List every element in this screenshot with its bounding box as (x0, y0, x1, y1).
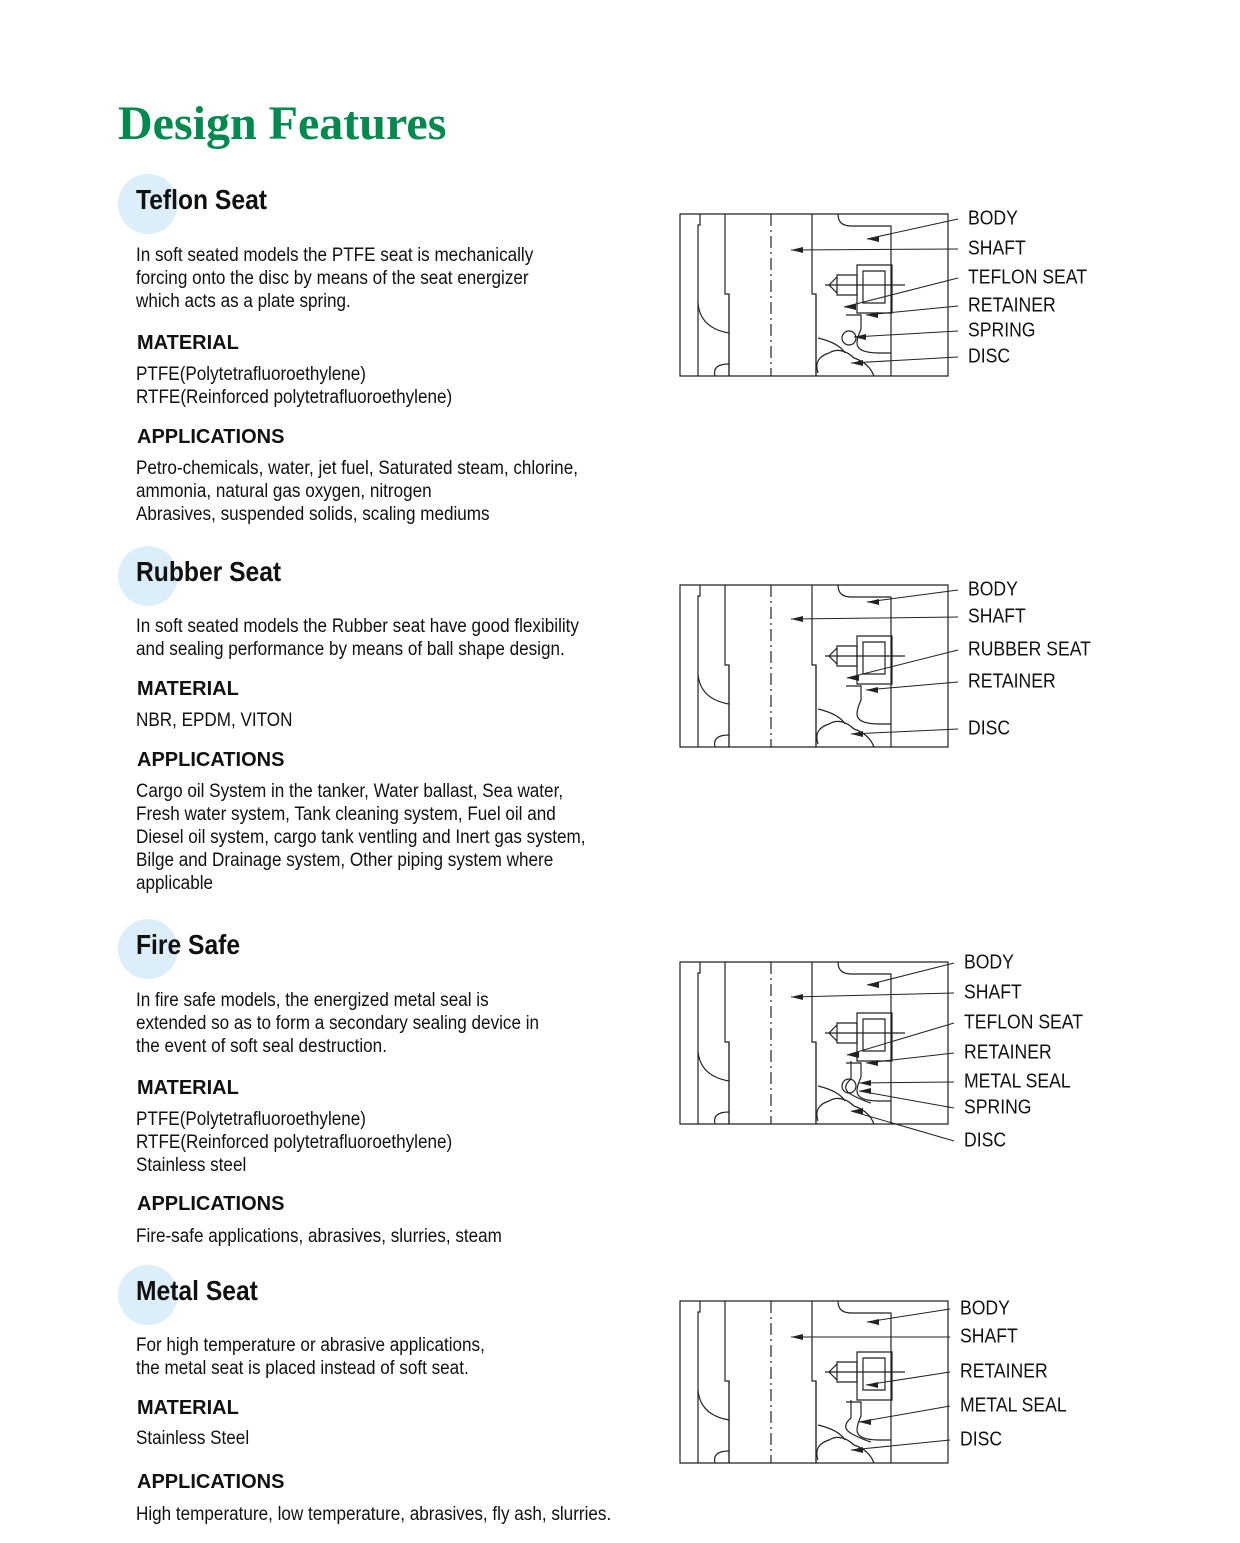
arrowhead (867, 236, 879, 242)
leader-line (867, 1309, 950, 1322)
seat (846, 686, 891, 724)
seat (846, 315, 891, 353)
leader-line (851, 1111, 954, 1141)
applications-line: applicable (136, 873, 214, 894)
section-heading: Teflon Seat (136, 184, 267, 215)
arrowhead (859, 1088, 871, 1094)
arrowhead (791, 1334, 803, 1340)
arrowhead (791, 616, 803, 622)
description-line: the event of soft seal destruction. (136, 1036, 387, 1057)
diagram-label: SHAFT (964, 981, 1022, 1004)
arrowhead (851, 731, 863, 737)
description-line: In fire safe models, the energized metal seal is (136, 990, 489, 1011)
body-lower (715, 364, 729, 376)
retainer-bolt (857, 265, 892, 313)
applications-line: Bilge and Drainage system, Other piping system where (136, 850, 554, 871)
bolt (825, 1362, 905, 1382)
disc-edge (817, 721, 874, 747)
material-heading: MATERIAL (137, 678, 239, 700)
material-line: Stainless Steel (136, 1428, 250, 1449)
body-outline (680, 1301, 948, 1463)
leader-line (867, 219, 958, 239)
spring-circle (842, 331, 856, 345)
bolt (825, 1023, 905, 1043)
applications-line: Petro-chemicals, water, jet fuel, Saturated steam, chlorine, (136, 458, 578, 479)
seat-cross-section-diagram (679, 1300, 979, 1500)
arrowhead (851, 1447, 863, 1453)
material-line: RTFE(Reinforced polytetrafluoroethylene) (136, 387, 453, 408)
arrowhead (844, 304, 856, 310)
leader-line (791, 993, 954, 997)
description-line: In soft seated models the Rubber seat have good flexibility (136, 616, 579, 637)
body-lower (715, 1451, 729, 1463)
description-line: extended so as to form a secondary sealing device in (136, 1013, 540, 1034)
material-line: NBR, EPDM, VITON (136, 710, 293, 731)
leader-line (859, 1082, 954, 1083)
applications-heading: APPLICATIONS (137, 1471, 285, 1493)
description-line: forcing onto the disc by means of the seat energizer (136, 268, 529, 289)
arrowhead (859, 1419, 871, 1425)
retainer-bolt (857, 1352, 892, 1400)
body-left-wall (698, 1301, 700, 1463)
diagram-label: DISC (968, 717, 1011, 740)
page-title: Design Features (118, 97, 447, 150)
seat-cross-section-diagram (679, 584, 979, 784)
diagram-label: SPRING (968, 319, 1036, 342)
arrowhead (867, 599, 879, 605)
body-left-wall (698, 214, 700, 376)
material-heading: MATERIAL (137, 1397, 239, 1419)
applications-line: Fire-safe applications, abrasives, slurries, steam (136, 1226, 502, 1247)
diagram-label: DISC (960, 1428, 1003, 1451)
diagram-label: BODY (964, 951, 1014, 974)
arrowhead (859, 1080, 871, 1086)
body-left-wall (698, 962, 700, 1124)
leader-line (859, 1091, 954, 1108)
description-line: and sealing performance by means of ball shape design. (136, 639, 565, 660)
body-outline (680, 214, 948, 376)
material-line: PTFE(Polytetrafluoroethylene) (136, 1109, 367, 1130)
bolt (825, 646, 905, 666)
leader-line (867, 590, 958, 602)
diagram-label: METAL SEAL (964, 1070, 1071, 1093)
leader-line (791, 617, 958, 619)
applications-line: Diesel oil system, cargo tank ventling and Inert gas system, (136, 827, 586, 848)
diagram-label: RETAINER (968, 294, 1056, 317)
diagram-label: SHAFT (968, 237, 1026, 260)
diagram-label: RETAINER (960, 1360, 1048, 1383)
section-heading: Fire Safe (136, 929, 241, 960)
leader-line (854, 331, 958, 337)
leader-line (866, 1372, 950, 1385)
diagram-label: BODY (968, 207, 1018, 230)
applications-heading: APPLICATIONS (137, 749, 285, 771)
body-lower (715, 735, 729, 747)
diagram-label: DISC (968, 345, 1011, 368)
arrowhead (791, 994, 803, 1000)
diagram-label: TEFLON SEAT (968, 266, 1087, 289)
diagram-label: RETAINER (968, 670, 1056, 693)
leader-line (866, 682, 958, 690)
diagram-label: RETAINER (964, 1041, 1052, 1064)
leader-line (866, 306, 958, 315)
seat-cross-section-diagram (679, 961, 979, 1161)
diagram-label: TEFLON SEAT (964, 1011, 1083, 1034)
diagram-label: SHAFT (960, 1325, 1018, 1348)
leader-line (847, 650, 958, 678)
arrowhead (851, 360, 863, 366)
leader-line (851, 729, 958, 734)
applications-line: Cargo oil System in the tanker, Water ballast, Sea water, (136, 781, 564, 802)
diagram-label: METAL SEAL (960, 1394, 1067, 1417)
leader-line (851, 1440, 950, 1450)
body-lower (715, 1112, 729, 1124)
leader-line (859, 1406, 950, 1422)
applications-line: ammonia, natural gas oxygen, nitrogen (136, 481, 432, 502)
leader-line (791, 249, 958, 250)
arrowhead (866, 1382, 878, 1388)
retainer-bolt (857, 1013, 892, 1061)
leader-line (844, 278, 958, 307)
arrowhead (791, 247, 803, 253)
material-line: PTFE(Polytetrafluoroethylene) (136, 364, 367, 385)
description-line: In soft seated models the PTFE seat is mechanically (136, 245, 534, 266)
description-line: which acts as a plate spring. (136, 291, 351, 312)
diagram-label: SHAFT (968, 605, 1026, 628)
description-line: the metal seat is placed instead of soft seat. (136, 1358, 469, 1379)
arrowhead (866, 687, 878, 693)
diagram-label: RUBBER SEAT (968, 638, 1091, 661)
arrowhead (867, 1319, 879, 1325)
disc-edge (817, 1098, 874, 1124)
diagram-label: DISC (964, 1129, 1007, 1152)
applications-line: Abrasives, suspended solids, scaling mediums (136, 504, 490, 525)
diagram-label: BODY (968, 578, 1018, 601)
material-heading: MATERIAL (137, 332, 239, 354)
material-line: RTFE(Reinforced polytetrafluoroethylene) (136, 1132, 453, 1153)
applications-line: Fresh water system, Tank cleaning system, Fuel oil and (136, 804, 556, 825)
arrowhead (867, 982, 879, 988)
diagram-label: BODY (960, 1297, 1010, 1320)
disc-edge (817, 1437, 874, 1463)
retainer-bolt (857, 636, 892, 684)
leader-line (851, 357, 958, 363)
applications-line: High temperature, low temperature, abrasives, fly ash, slurries. (136, 1504, 612, 1525)
leader-line (866, 1053, 954, 1063)
material-line: Stainless steel (136, 1155, 247, 1176)
applications-heading: APPLICATIONS (137, 1193, 285, 1215)
disc-edge (817, 350, 874, 376)
description-line: For high temperature or abrasive applications, (136, 1335, 485, 1356)
arrowhead (847, 675, 859, 681)
body-outline (680, 585, 948, 747)
applications-heading: APPLICATIONS (137, 426, 285, 448)
section-heading: Metal Seat (136, 1275, 258, 1306)
section-heading: Rubber Seat (136, 556, 282, 587)
material-heading: MATERIAL (137, 1077, 239, 1099)
body-left-wall (698, 585, 700, 747)
diagram-label: SPRING (964, 1096, 1032, 1119)
seat-cross-section-diagram (679, 213, 979, 413)
bolt (825, 275, 905, 295)
